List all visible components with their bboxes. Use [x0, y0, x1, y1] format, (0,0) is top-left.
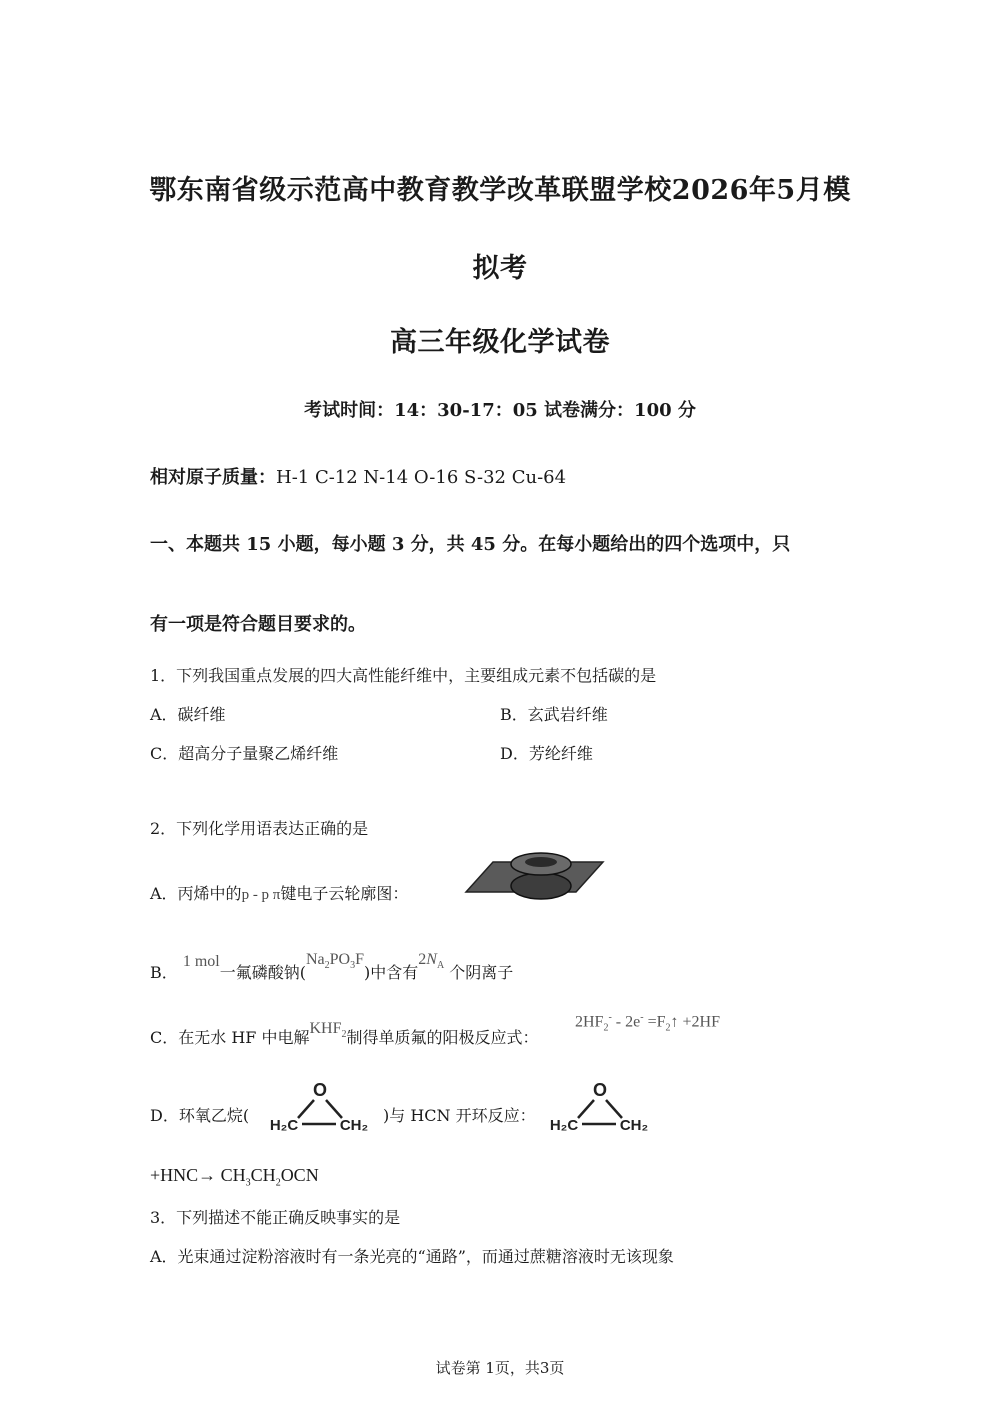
q2-c-equation: [575, 1012, 720, 1034]
q2-b-formula-f: F: [355, 951, 365, 968]
section1-instructions-line2: 有一项是符合题目要求的。: [150, 614, 366, 635]
q2-d-eq-sub2: 2: [275, 1177, 281, 1189]
q2-option-b: [150, 951, 514, 985]
q1-option-c: C．超高分子量聚乙烯纤维: [150, 744, 339, 763]
q2-c-prefix: C．在无水 HF 中电解: [150, 1028, 310, 1047]
q2-c-khf-text: KHF: [309, 1020, 342, 1037]
q2-c-eq-sup2: -: [640, 1012, 644, 1023]
atomic-mass-values: H-1 C-12 N-14 O-16 S-32 Cu-64: [276, 467, 567, 488]
q2-a-formula: p - p π: [241, 887, 281, 903]
epoxide-1-left-carbon: H₂C: [269, 1117, 299, 1134]
q2-c-khf-sub: 2: [341, 1029, 347, 1041]
epoxide-1-oxygen: O: [312, 1080, 328, 1100]
q2-b-formula-sub3: 3: [350, 960, 356, 972]
q2-c-khf: [309, 1020, 347, 1041]
pi-bond-orbital-figure: [463, 848, 605, 904]
q2-c-eq-part2: - 2e: [611, 1013, 641, 1031]
section1-instructions-line1: 一、本题共 15 小题，每小题 3 分，共 45 分。在每小题给出的四个选项中，只: [150, 534, 791, 555]
q2-a-suffix: 键电子云轮廓图：: [280, 884, 409, 903]
q2-option-d-mid: )与 HCN 开环反应：: [383, 1106, 536, 1125]
q2-b-formula-sub2: 2: [324, 960, 330, 972]
exam-title-line2: 拟考: [472, 253, 528, 284]
q2-b-count-n: N: [426, 951, 437, 968]
q2-c-eq-part1: 2HF: [575, 1013, 604, 1031]
q2-option-d-prefix: D．环氧乙烷(: [150, 1106, 250, 1125]
q3-stem: 3．下列描述不能正确反映事实的是: [150, 1208, 401, 1227]
q2-b-mid: 一氟磷酸钠(: [219, 963, 306, 982]
q2-d-eq-part1: +HNC→ CH: [150, 1165, 246, 1185]
q2-c-eq-part3: =F: [643, 1013, 666, 1031]
q1-option-d: D．芳纶纤维: [500, 744, 593, 763]
q2-option-c: [150, 1020, 539, 1050]
q2-d-equation: [150, 1165, 319, 1189]
epoxide-2-oxygen: O: [592, 1080, 608, 1100]
q2-a-prefix: A．丙烯中的: [150, 884, 242, 903]
q2-b-formula-po: PO: [329, 951, 351, 968]
epoxide-structure-2: [548, 1074, 652, 1138]
exam-title-line1: 鄂东南省级示范高中教育教学改革联盟学校2026年5月模: [149, 175, 851, 206]
q1-stem: 1．下列我国重点发展的四大高性能纤维中，主要组成元素不包括碳的是: [150, 666, 657, 685]
atomic-mass-line: [150, 463, 566, 489]
q1-option-b: B．玄武岩纤维: [500, 705, 608, 724]
q2-b-prefix: B．: [150, 963, 178, 982]
page-footer: 试卷第 1页，共3页: [435, 1359, 565, 1377]
q2-c-mid: 制得单质氟的阳极反应式：: [346, 1028, 539, 1047]
q2-c-eq-sub2: 2: [665, 1022, 671, 1034]
q2-b-formula: [306, 951, 365, 972]
q2-b-amount: 1 mol: [182, 953, 220, 970]
epoxide-2-right-carbon: CH₂: [619, 1117, 649, 1134]
q2-d-eq-part3: OCN: [280, 1165, 319, 1185]
q2-b-count-2: 2: [418, 951, 427, 968]
q2-b-count-sub: A: [436, 960, 445, 972]
q2-c-eq-sub1: 2: [603, 1022, 609, 1034]
q2-b-mid2: )中含有: [364, 963, 419, 982]
q1-option-a: A．碳纤维: [150, 705, 226, 724]
q2-c-eq-sup1: -: [608, 1012, 612, 1023]
q2-b-formula-na: Na: [306, 951, 325, 968]
q2-b-suffix: 个阴离子: [449, 963, 514, 982]
epoxide-2-left-carbon: H₂C: [549, 1117, 579, 1134]
exam-subject: 高三年级化学试卷: [390, 327, 610, 358]
q2-option-a: [150, 881, 408, 904]
epoxide-1-right-carbon: CH₂: [339, 1117, 369, 1134]
epoxide-structure-1: [268, 1074, 372, 1138]
q2-c-eq-part4: ↑ +2HF: [670, 1013, 720, 1031]
q3-option-a: A．光束通过淀粉溶液时有一条光亮的“通路”，而通过蔗糖溶液时无该现象: [150, 1247, 674, 1266]
atomic-mass-label: 相对原子质量：: [150, 467, 276, 488]
q2-b-count: [418, 951, 445, 972]
exam-info: 考试时间：14：30-17：05 试卷满分：100 分: [304, 400, 696, 421]
q2-d-eq-part2: CH: [250, 1165, 276, 1185]
q2-d-eq-sub1: 3: [245, 1177, 251, 1189]
q2-stem: 2．下列化学用语表达正确的是: [150, 819, 369, 838]
